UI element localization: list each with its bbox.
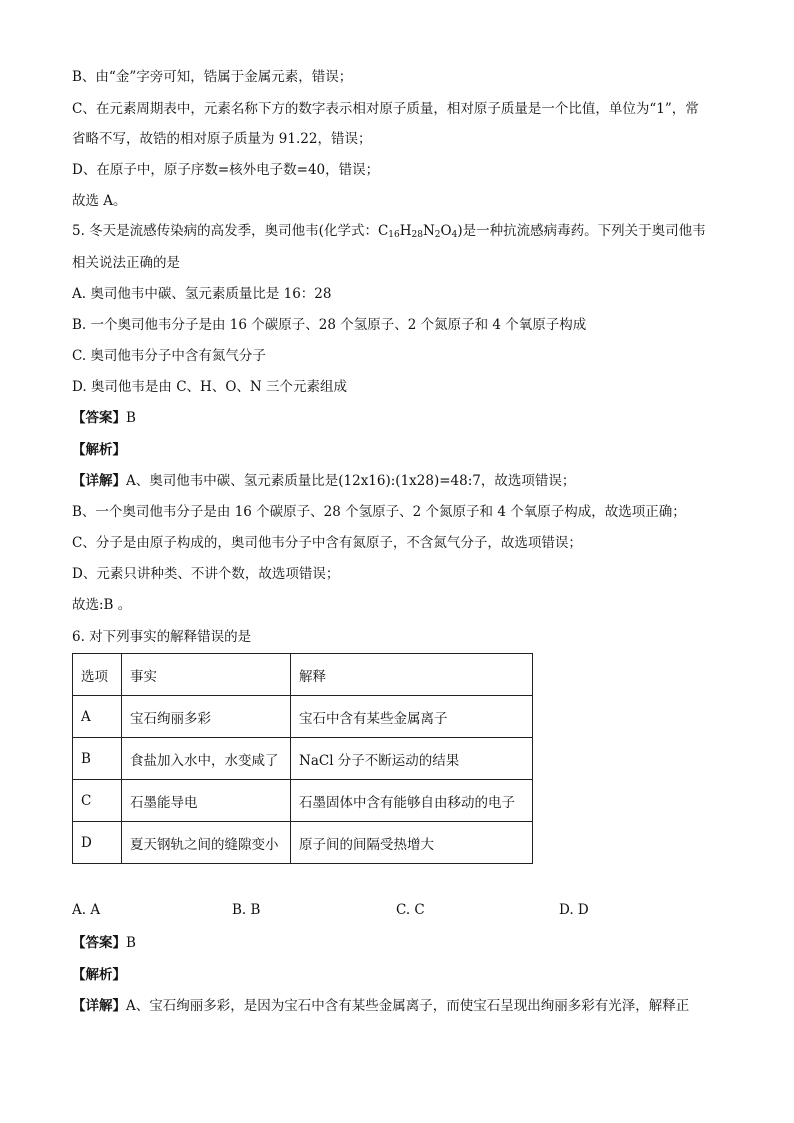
subscript: 16 bbox=[388, 230, 400, 240]
option-c: C. C bbox=[396, 902, 425, 918]
table-cell: B bbox=[73, 738, 122, 780]
option-c: C. 奥司他韦分子中含有氮气分子 bbox=[72, 348, 266, 364]
answer-value: B bbox=[126, 410, 136, 426]
table-cell: 食盐加入水中，水变咸了 bbox=[122, 738, 291, 780]
option-d: D. 奥司他韦是由 C、H、O、N 三个元素组成 bbox=[72, 379, 347, 395]
text-line: 故选 A。 bbox=[72, 193, 127, 209]
question-6-stem: 6. 对下列事实的解释错误的是 bbox=[72, 629, 252, 645]
text-line: D、元素只讲种类、不讲个数，故选项错误； bbox=[72, 566, 340, 582]
option-a: A. A bbox=[72, 902, 101, 918]
detail-tag: 【详解】 bbox=[72, 473, 126, 489]
question-5-stem bbox=[72, 221, 706, 241]
detail-text: A、奥司他韦中碳、氢元素质量比是(12x16):(1x28)=48:7，故选项错误； bbox=[126, 473, 576, 489]
subscript: 4 bbox=[451, 230, 458, 240]
table-cell: D bbox=[73, 822, 122, 864]
answer-options bbox=[72, 902, 672, 922]
table-header-row bbox=[73, 654, 533, 696]
table-cell: C bbox=[73, 780, 122, 822]
table-cell: 宝石绚丽多彩 bbox=[122, 696, 291, 738]
table-row bbox=[73, 780, 533, 822]
detail-text: A、宝石绚丽多彩，是因为宝石中含有某些金属离子，而使宝石呈现出绚丽多彩有光泽，解释正 bbox=[126, 998, 690, 1014]
table-cell: A bbox=[73, 696, 122, 738]
detail-tag: 【详解】 bbox=[72, 998, 126, 1014]
table-cell: 宝石中含有某些金属离子 bbox=[291, 696, 533, 738]
table-row bbox=[73, 696, 533, 738]
option-d: D. D bbox=[559, 902, 589, 918]
facts-table bbox=[72, 653, 533, 864]
text-line: 省略不写，故锆的相对原子质量为 91.22，错误； bbox=[72, 131, 372, 147]
text-line: C、在元素周期表中，元素名称下方的数字表示相对原子质量，相对原子质量是一个比值，单位为“1”，常 bbox=[72, 101, 699, 117]
subscript: 2 bbox=[434, 230, 441, 240]
formula-element: N bbox=[422, 223, 435, 239]
table-header-cell: 解释 bbox=[291, 654, 533, 696]
question-5-text: 5. 冬天是流感传染病的高发季，奥司他韦(化学式：C bbox=[72, 223, 389, 239]
analysis-tag: 【解析】 bbox=[72, 442, 126, 458]
text-line: B、由“金”字旁可知，锆属于金属元素，错误； bbox=[72, 69, 353, 85]
table-header-cell: 选项 bbox=[73, 654, 122, 696]
table-cell: 石墨固体中含有能够自由移动的电子 bbox=[291, 780, 533, 822]
answer-value: B bbox=[126, 935, 136, 951]
text-line: D、在原子中，原子序数=核外电子数=40，错误； bbox=[72, 162, 380, 178]
answer-line bbox=[72, 933, 136, 953]
option-a: A. 奥司他韦中碳、氢元素质量比是 16：28 bbox=[72, 286, 332, 302]
text-line: B、一个奥司他韦分子是由 16 个碳原子、28 个氢原子、2 个氮原子和 4 个氧原子构成，故选项正确； bbox=[72, 504, 686, 520]
table-row bbox=[73, 822, 533, 864]
text-line: 故选:B 。 bbox=[72, 597, 132, 613]
answer-tag: 【答案】 bbox=[72, 935, 126, 951]
detail-line bbox=[72, 471, 575, 491]
answer-line bbox=[72, 408, 136, 428]
table-cell: 石墨能导电 bbox=[122, 780, 291, 822]
detail-line bbox=[72, 996, 689, 1016]
formula-element: H bbox=[399, 223, 412, 239]
option-b: B. 一个奥司他韦分子是由 16 个碳原子、28 个氢原子、2 个氮原子和 4 个氧原子构成 bbox=[72, 317, 587, 333]
table-header-cell: 事实 bbox=[122, 654, 291, 696]
formula-element: O bbox=[440, 223, 452, 239]
question-5-text: )是一种抗流感病毒药。下列关于奥司他韦 bbox=[457, 223, 706, 239]
option-b: B. B bbox=[232, 902, 261, 918]
analysis-tag: 【解析】 bbox=[72, 967, 126, 983]
table-row bbox=[73, 738, 533, 780]
text-line: C、分子是由原子构成的，奥司他韦分子中含有氮原子，不含氮气分子，故选项错误； bbox=[72, 535, 582, 551]
table-cell: 原子间的间隔受热增大 bbox=[291, 822, 533, 864]
answer-tag: 【答案】 bbox=[72, 410, 126, 426]
table-cell: NaCl 分子不断运动的结果 bbox=[291, 738, 533, 780]
text-line: 相关说法正确的是 bbox=[72, 255, 180, 271]
subscript: 28 bbox=[411, 230, 423, 240]
table-cell: 夏天钢轨之间的缝隙变小 bbox=[122, 822, 291, 864]
